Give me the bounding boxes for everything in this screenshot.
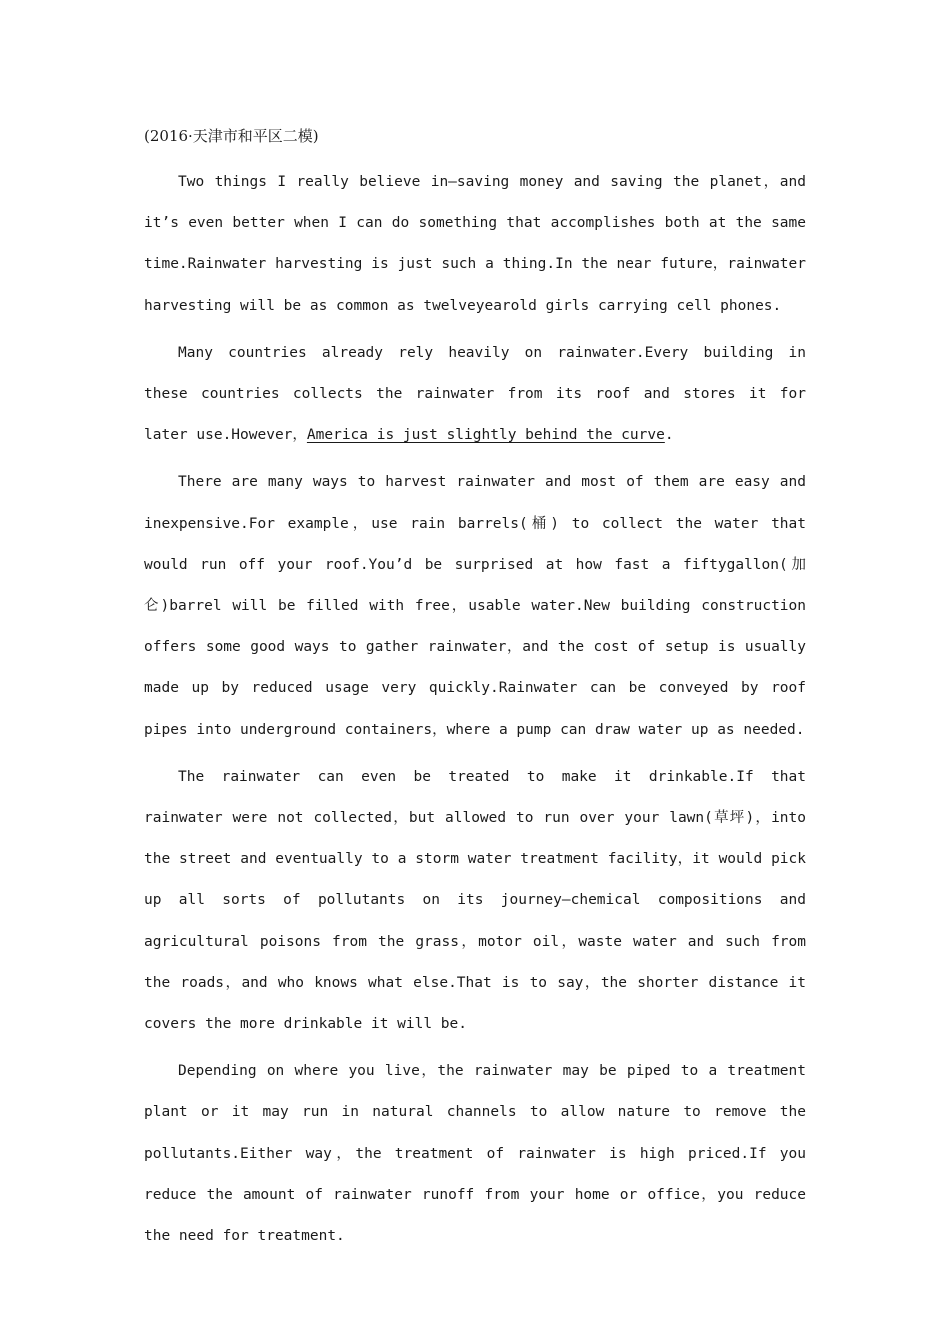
underlined-phrase: America is just slightly behind the curve bbox=[306, 427, 665, 444]
paragraph-4: The rainwater can even be treated to make it drinkable.If that rainwater were not collected，but allowed to run over your lawn(草坪)，into the street and eventually to a storm water treatment facility，it would pick up all sorts of pollutants on its journey—chemical compositions and agricultural poisons from the grass，motor oil，waste water and such from the roads，and who knows what else.That is to say，the shorter distance it covers the more drinkable it will be. bbox=[144, 768, 806, 1033]
paragraph-3: There are many ways to harvest rainwater and most of them are easy and inexpensive.For example，use rain barrels(桶) to collect the water that would run off your roof.You’d be surprised at how fast a fiftygallon(加仑)barrel will be filled with free，usable water.New building construction offers some good ways to gather rainwater，and the cost of setup is usually made up by reduced usage very quickly.Rainwater can be conveyed by roof pipes into underground containers，where a pump can draw water up as needed. bbox=[144, 474, 806, 738]
paragraph-2-text-after: . bbox=[664, 427, 674, 444]
paragraph-1: Two things I really believe in—saving money and saving the planet，and it’s even better when I can do something that accomplishes both at the same time.Rainwater harvesting is just such a thing.In the near future，rainwater harvesting will be as common as twelveyearold girls carrying cell phones. bbox=[144, 174, 806, 314]
paragraph-2 bbox=[144, 333, 806, 457]
source-citation: (2016·天津市和平区二模) bbox=[144, 127, 319, 145]
document-page bbox=[144, 126, 806, 1263]
paragraph-5: Depending on where you live，the rainwater may be piped to a treatment plant or it may run in natural channels to allow nature to remove the pollutants.Either way，the treatment of rainwater is high priced.If you reduce the amount of rainwater runoff from your home or office，you reduce the need for treatment. bbox=[144, 1063, 806, 1245]
paragraph-2-text-before: Many countries already rely heavily on rainwater.Every building in these countries collects the rainwater from its roof and stores it for later use.However， bbox=[144, 344, 806, 444]
